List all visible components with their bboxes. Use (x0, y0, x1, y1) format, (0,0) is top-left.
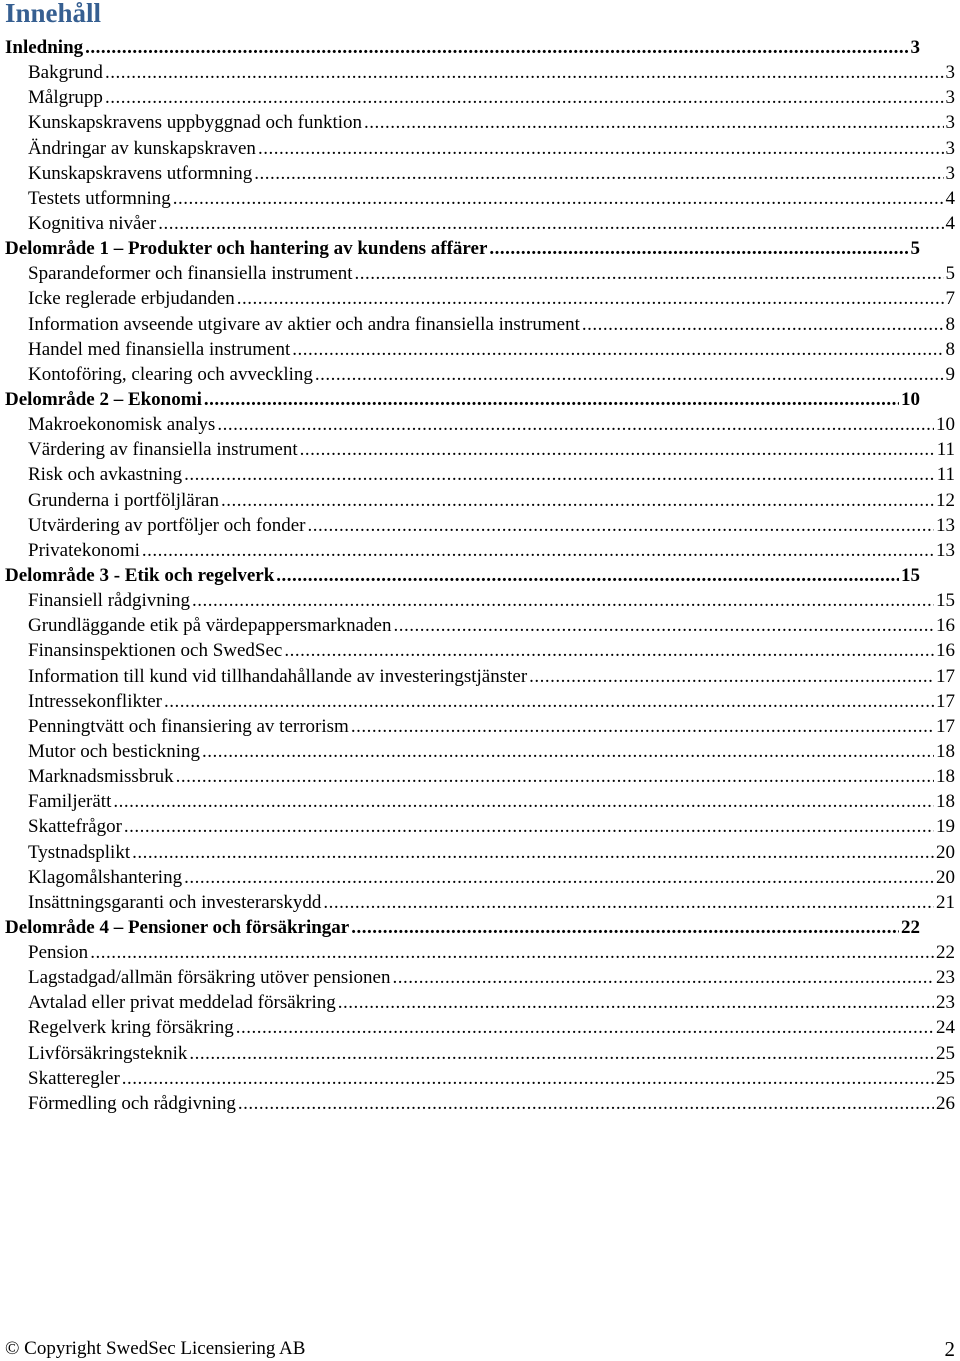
toc-dot-leader (323, 890, 934, 915)
toc-subsection-entry[interactable] (0, 312, 960, 337)
toc-dot-leader (489, 236, 908, 261)
toc-dot-leader (124, 814, 934, 839)
toc-entry-page: 13 (936, 539, 955, 561)
toc-subsection-entry[interactable] (0, 789, 960, 814)
toc-entry-page: 18 (936, 791, 955, 813)
toc-entry-title: Värdering av finansiella instrument (28, 439, 298, 461)
toc-entry-page: 17 (936, 690, 955, 712)
toc-dot-leader (184, 865, 934, 890)
toc-entry-page: 11 (936, 439, 955, 461)
toc-entry-title: Kognitiva nivåer (28, 212, 157, 234)
toc-entry-title: Klagomålshantering (28, 866, 183, 888)
toc-dot-leader (164, 689, 934, 714)
toc-subsection-entry[interactable] (0, 186, 960, 211)
toc-dot-leader (254, 161, 943, 186)
toc-subsection-entry[interactable] (0, 613, 960, 638)
toc-subsection-entry[interactable] (0, 513, 960, 538)
toc-dot-leader (354, 261, 943, 286)
toc-entry-title: Icke reglerade erbjudanden (28, 288, 235, 310)
toc-entry-page: 23 (936, 992, 955, 1014)
toc-entry-title: Makroekonomisk analys (28, 414, 216, 436)
toc-entry-page: 26 (936, 1092, 955, 1114)
toc-subsection-entry[interactable] (0, 689, 960, 714)
toc-dot-leader (237, 286, 944, 311)
toc-dot-leader (105, 85, 944, 110)
toc-entry-title: Bakgrund (28, 62, 103, 84)
toc-dot-leader (85, 35, 908, 60)
toc-entry-title: Familjerätt (28, 791, 112, 813)
toc-dot-leader (176, 764, 934, 789)
toc-entry-title: Skattefrågor (28, 816, 122, 838)
toc-dot-leader (221, 488, 934, 513)
toc-dot-leader (351, 915, 899, 940)
toc-entry-title: Kunskapskravens utformning (28, 162, 253, 184)
toc-dot-leader (284, 638, 934, 663)
toc-entry-page: 7 (945, 288, 955, 310)
toc-subsection-entry[interactable] (0, 362, 960, 387)
toc-entry-title: Regelverk kring försäkring (28, 1017, 234, 1039)
toc-subsection-entry[interactable] (0, 940, 960, 965)
toc-entry-page: 17 (936, 715, 955, 737)
toc-entry-title: Delområde 1 – Produkter och hantering av kundens affärer (5, 238, 488, 260)
toc-entry-title: Målgrupp (28, 87, 103, 109)
toc-subsection-entry[interactable] (0, 85, 960, 110)
toc-section-entry[interactable] (0, 387, 960, 412)
toc-dot-leader (113, 789, 934, 814)
toc-subsection-entry[interactable] (0, 840, 960, 865)
toc-dot-leader (105, 60, 944, 85)
toc-entry-page: 11 (936, 464, 955, 486)
toc-entry-page: 4 (945, 187, 955, 209)
toc-dot-leader (292, 337, 943, 362)
toc-dot-leader (132, 840, 934, 865)
toc-entry-title: Delområde 4 – Pensioner och försäkringar (5, 916, 350, 938)
toc-subsection-entry[interactable] (0, 488, 960, 513)
toc-dot-leader (142, 538, 934, 563)
toc-subsection-entry[interactable] (0, 664, 960, 689)
toc-entry-title: Grunderna i portföljläran (28, 489, 219, 511)
toc-entry-page: 15 (936, 590, 955, 612)
toc-subsection-entry[interactable] (0, 60, 960, 85)
toc-dot-leader (192, 588, 934, 613)
toc-dot-leader (582, 312, 944, 337)
toc-subsection-entry[interactable] (0, 890, 960, 915)
toc-subsection-entry[interactable] (0, 990, 960, 1015)
toc-dot-leader (236, 1015, 934, 1040)
toc-section-entry[interactable] (0, 563, 960, 588)
toc-entry-title: Information till kund vid tillhandahållande av investeringstjänster (28, 665, 528, 687)
footer-copyright: © Copyright SwedSec Licensiering AB (5, 1338, 306, 1359)
toc-entry-page: 17 (936, 665, 955, 687)
toc-entry-page: 10 (901, 388, 920, 410)
toc-dot-leader (189, 1041, 934, 1066)
toc-subsection-entry[interactable] (0, 286, 960, 311)
toc-entry-page: 4 (945, 212, 955, 234)
toc-entry-title: Delområde 3 - Etik och regelverk (5, 564, 275, 586)
toc-entry-title: Delområde 2 – Ekonomi (5, 388, 202, 410)
toc-entry-page: 16 (936, 615, 955, 637)
toc-subsection-entry[interactable] (0, 764, 960, 789)
toc-subsection-entry[interactable] (0, 1041, 960, 1066)
toc-entry-page: 20 (936, 866, 955, 888)
toc-section-entry[interactable] (0, 236, 960, 261)
toc-entry-page: 10 (936, 414, 955, 436)
toc-dot-leader (394, 613, 935, 638)
toc-subsection-entry[interactable] (0, 161, 960, 186)
toc-dot-leader (276, 563, 899, 588)
toc-entry-title: Pension (28, 942, 89, 964)
toc-dot-leader (364, 110, 943, 135)
toc-entry-page: 20 (936, 841, 955, 863)
toc-entry-title: Risk och avkastning (28, 464, 183, 486)
toc-subsection-entry[interactable] (0, 211, 960, 236)
toc-subsection-entry[interactable] (0, 1015, 960, 1040)
toc-entry-page: 21 (936, 891, 955, 913)
toc-entry-page: 25 (936, 1067, 955, 1089)
toc-dot-leader (392, 965, 934, 990)
toc-entry-title: Finansinspektionen och SwedSec (28, 640, 283, 662)
toc-list (0, 35, 960, 1116)
toc-subsection-entry[interactable] (0, 588, 960, 613)
toc-entry-page: 23 (936, 967, 955, 989)
toc-entry-page: 13 (936, 514, 955, 536)
toc-entry-page: 8 (945, 338, 955, 360)
toc-entry-title: Handel med finansiella instrument (28, 338, 291, 360)
toc-dot-leader (173, 186, 944, 211)
toc-entry-page: 15 (901, 564, 920, 586)
toc-subsection-entry[interactable] (0, 865, 960, 890)
toc-entry-title: Kontoföring, clearing och avveckling (28, 363, 313, 385)
toc-entry-title: Mutor och bestickning (28, 740, 201, 762)
toc-entry-title: Ändringar av kunskapskraven (28, 137, 256, 159)
toc-dot-leader (184, 462, 935, 487)
toc-entry-page: 5 (910, 238, 920, 260)
toc-dot-leader (258, 136, 944, 161)
toc-subsection-entry[interactable] (0, 462, 960, 487)
toc-dot-leader (158, 211, 943, 236)
toc-subsection-entry[interactable] (0, 136, 960, 161)
toc-dot-leader (315, 362, 944, 387)
toc-entry-title: Grundläggande etik på värdepappersmarknaden (28, 615, 392, 637)
toc-entry-page: 22 (901, 916, 920, 938)
toc-entry-title: Information avseende utgivare av aktier och andra finansiella instrument (28, 313, 580, 335)
toc-section-entry[interactable] (0, 35, 960, 60)
toc-dot-leader (338, 990, 934, 1015)
toc-subsection-entry[interactable] (0, 1066, 960, 1091)
toc-entry-page: 3 (945, 62, 955, 84)
toc-entry-title: Inledning (5, 37, 84, 58)
toc-entry-page: 3 (945, 87, 955, 109)
toc-entry-title: Kunskapskravens uppbyggnad och funktion (28, 112, 363, 134)
toc-entry-page: 22 (936, 942, 955, 964)
toc-subsection-entry[interactable] (0, 110, 960, 135)
toc-entry-page: 5 (945, 263, 955, 285)
toc-entry-page: 24 (936, 1017, 955, 1039)
toc-entry-title: Testets utformning (28, 187, 171, 209)
toc-entry-title: Privatekonomi (28, 539, 140, 561)
toc-entry-page: 3 (910, 37, 920, 58)
toc-entry-page: 3 (945, 137, 955, 159)
toc-dot-leader (122, 1066, 934, 1091)
toc-entry-page: 3 (945, 162, 955, 184)
toc-dot-leader (202, 739, 934, 764)
toc-subsection-entry[interactable] (0, 437, 960, 462)
toc-subsection-entry[interactable] (0, 638, 960, 663)
toc-entry-page: 16 (936, 640, 955, 662)
toc-dot-leader (204, 387, 899, 412)
toc-entry-title: Penningtvätt och finansiering av terrorism (28, 715, 349, 737)
toc-entry-page: 9 (945, 363, 955, 385)
toc-entry-title: Tystnadsplikt (28, 841, 131, 863)
toc-entry-title: Intressekonflikter (28, 690, 163, 712)
toc-dot-leader (238, 1091, 934, 1116)
toc-entry-title: Livförsäkringsteknik (28, 1042, 188, 1064)
toc-entry-title: Sparandeformer och finansiella instrument (28, 263, 353, 285)
toc-entry-title: Utvärdering av portföljer och fonder (28, 514, 306, 536)
toc-dot-leader (217, 412, 934, 437)
toc-subsection-entry[interactable] (0, 1091, 960, 1116)
toc-entry-page: 12 (936, 489, 955, 511)
toc-title: Innehåll (5, 0, 102, 28)
toc-subsection-entry[interactable] (0, 739, 960, 764)
toc-subsection-entry[interactable] (0, 814, 960, 839)
toc-section-entry[interactable] (0, 915, 960, 940)
toc-dot-leader (529, 664, 934, 689)
toc-entry-page: 18 (936, 766, 955, 788)
toc-dot-leader (90, 940, 934, 965)
toc-subsection-entry[interactable] (0, 714, 960, 739)
toc-subsection-entry[interactable] (0, 965, 960, 990)
toc-subsection-entry[interactable] (0, 538, 960, 563)
toc-entry-title: Marknadsmissbruk (28, 766, 174, 788)
toc-subsection-entry[interactable] (0, 337, 960, 362)
toc-entry-title: Insättningsgaranti och investerarskydd (28, 891, 322, 913)
toc-entry-page: 8 (945, 313, 955, 335)
toc-entry-title: Lagstadgad/allmän försäkring utöver pensionen (28, 967, 391, 989)
toc-subsection-entry[interactable] (0, 261, 960, 286)
toc-entry-page: 3 (945, 112, 955, 134)
toc-dot-leader (300, 437, 935, 462)
toc-entry-title: Finansiell rådgivning (28, 590, 191, 612)
toc-entry-page: 19 (936, 816, 955, 838)
footer-page-number: 2 (944, 1337, 955, 1361)
toc-entry-page: 18 (936, 740, 955, 762)
toc-dot-leader (308, 513, 934, 538)
toc-dot-leader (351, 714, 934, 739)
toc-entry-title: Avtalad eller privat meddelad försäkring (28, 992, 336, 1014)
toc-entry-page: 25 (936, 1042, 955, 1064)
toc-entry-title: Förmedling och rådgivning (28, 1092, 236, 1114)
toc-entry-title: Skatteregler (28, 1067, 120, 1089)
toc-subsection-entry[interactable] (0, 412, 960, 437)
